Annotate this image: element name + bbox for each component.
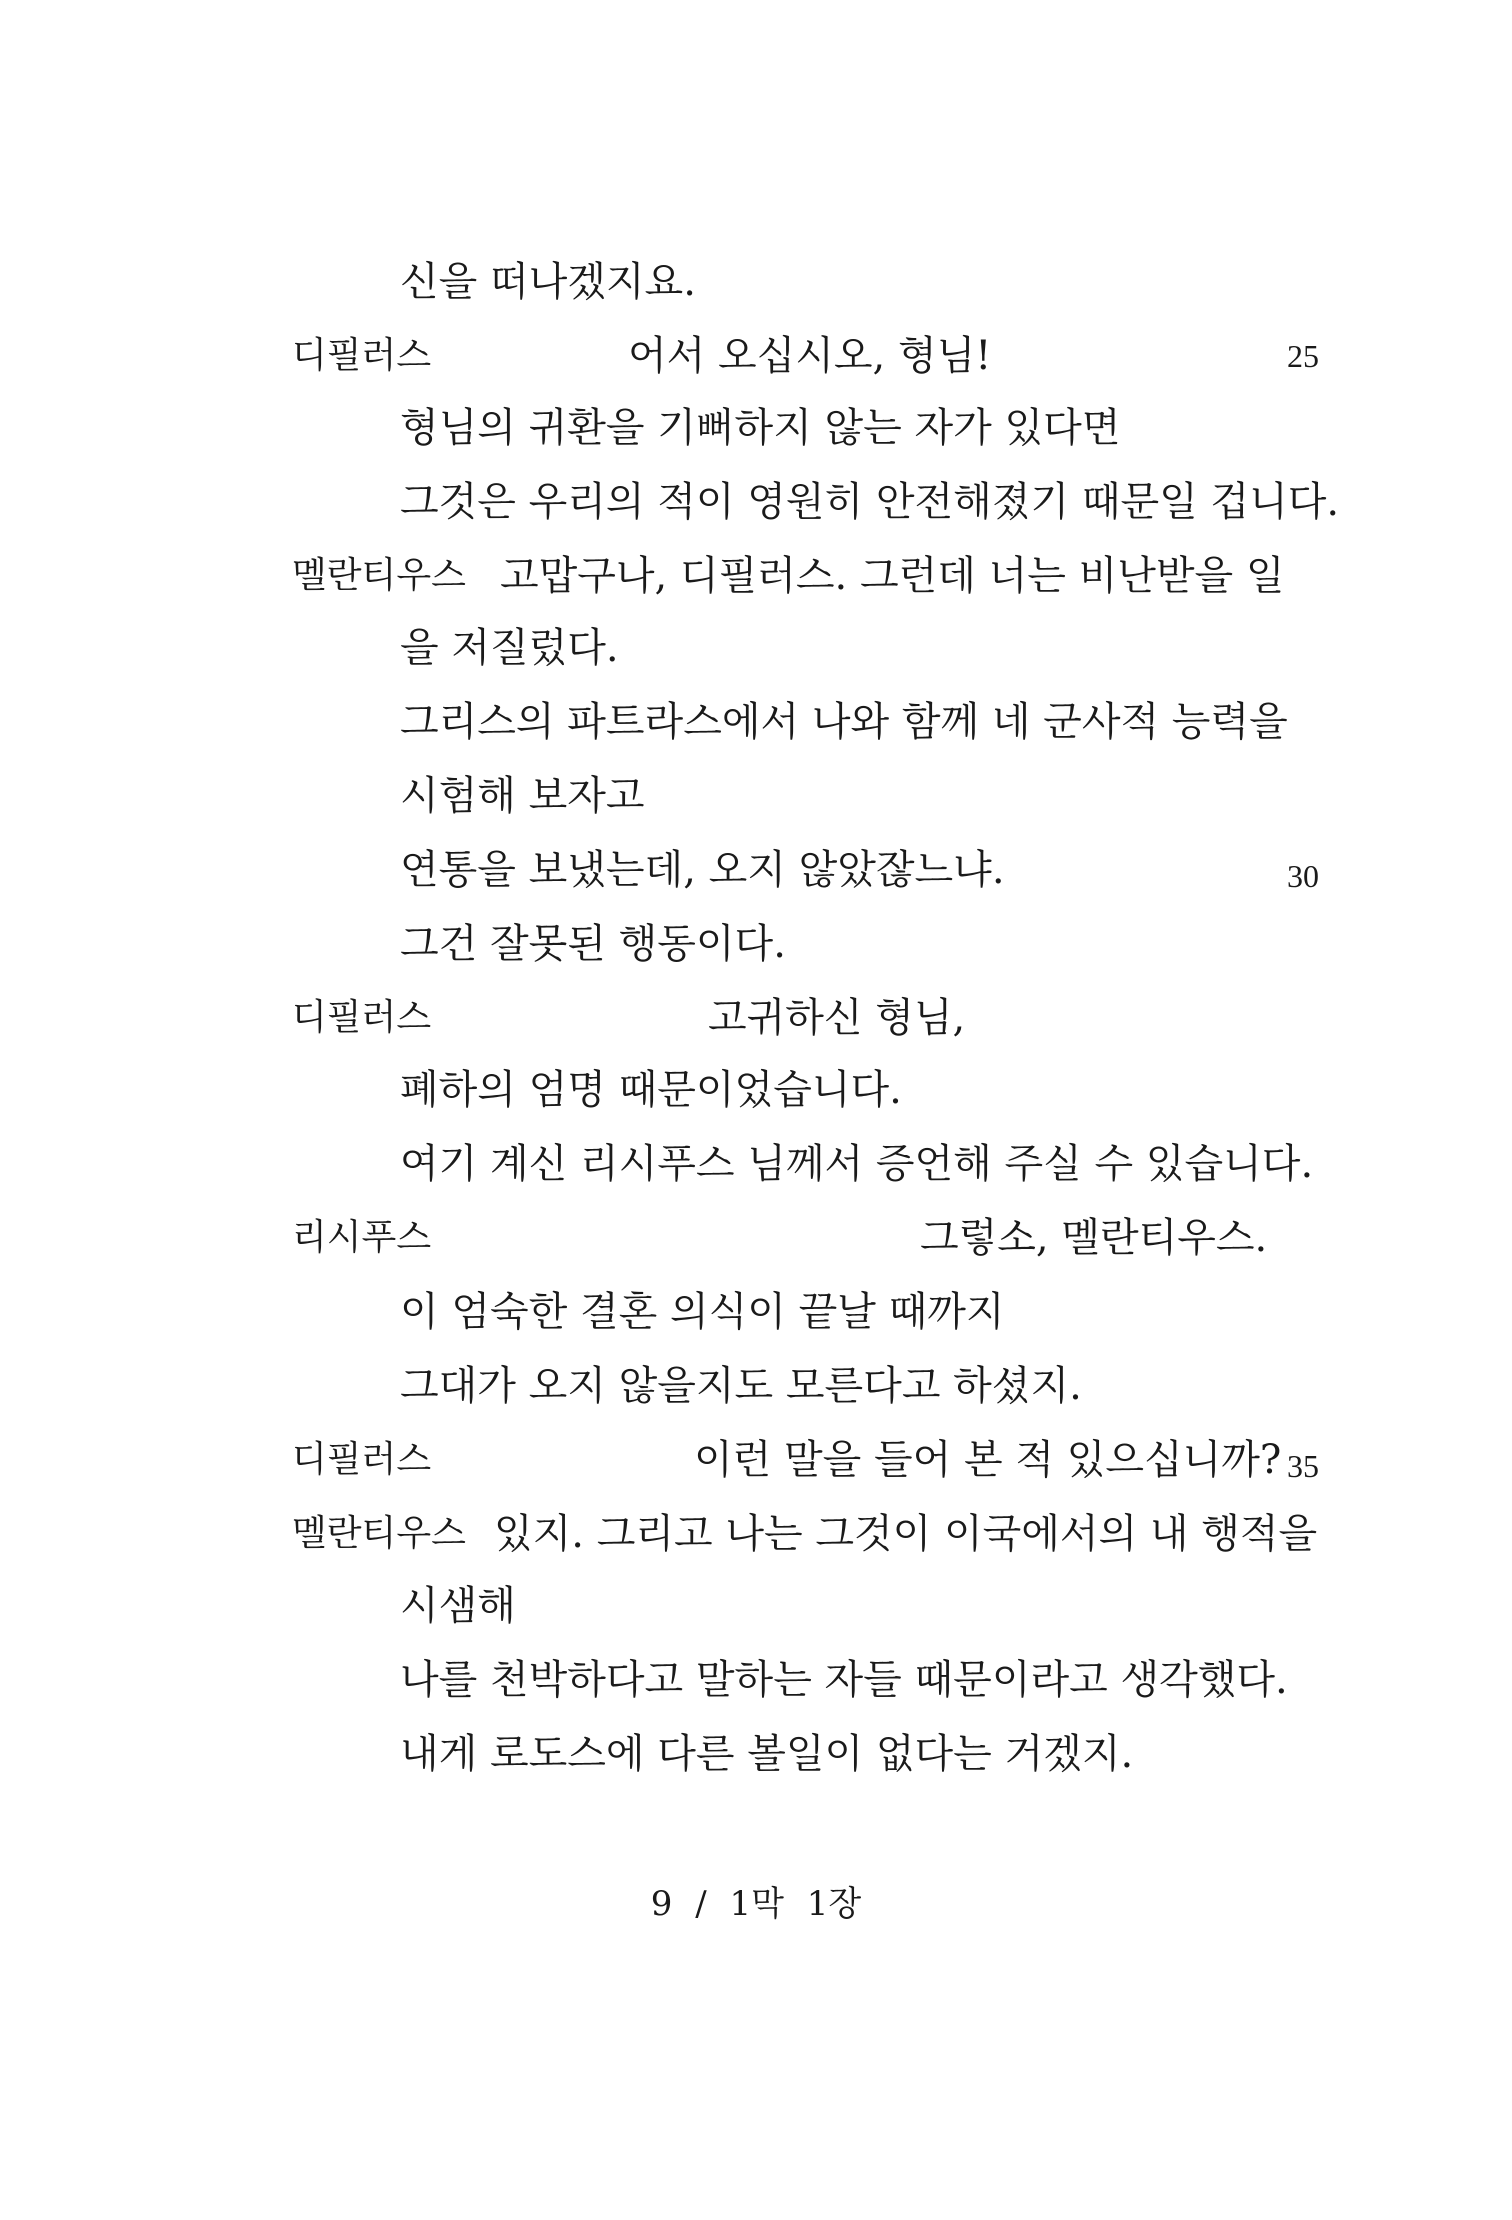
- verse-line: 그건 잘못된 행동이다.: [400, 921, 786, 967]
- footer-separator: /: [695, 1884, 707, 1924]
- verse-line: 고귀하신 형님,: [708, 995, 966, 1041]
- line-number: 25: [1287, 338, 1319, 374]
- speaker-name: 디필러스: [292, 335, 432, 376]
- page-number: 9: [650, 1884, 673, 1924]
- line-number: 35: [1287, 1448, 1319, 1484]
- speaker-name: 멜란티우스: [292, 555, 466, 596]
- verse-line: 시샘해: [400, 1583, 516, 1629]
- verse-line: 연통을 보냈는데, 오지 않았잖느냐.: [400, 847, 1005, 893]
- verse-line: 그렇소, 멜란티우스.: [920, 1215, 1268, 1261]
- verse-line: 나를 천박하다고 말하는 자들 때문이라고 생각했다.: [400, 1657, 1288, 1703]
- verse-line: 그리스의 파트라스에서 나와 함께 네 군사적 능력을: [400, 699, 1288, 745]
- speaker-name: 리시푸스: [292, 1217, 432, 1258]
- verse-line: 그대가 오지 않을지도 모른다고 하셨지.: [400, 1363, 1082, 1409]
- verse-line: 시험해 보자고: [400, 773, 645, 819]
- speaker-name: 디필러스: [292, 1439, 432, 1480]
- verse-line: 그것은 우리의 적이 영원히 안전해졌기 때문일 겁니다.: [400, 479, 1340, 525]
- line-number: 30: [1287, 858, 1319, 894]
- verse-line: 있지. 그리고 나는 그것이 이국에서의 내 행적을: [494, 1511, 1318, 1557]
- verse-line: 이런 말을 들어 본 적 있으십니까?: [694, 1437, 1282, 1483]
- speaker-name: 멜란티우스: [292, 1513, 466, 1554]
- verse-line: 여기 계신 리시푸스 님께서 증언해 주실 수 있습니다.: [400, 1141, 1314, 1187]
- page-footer: [0, 1880, 1512, 1928]
- verse-line: 어서 오십시오, 형님!: [628, 333, 992, 379]
- verse-line: 형님의 귀환을 기뻐하지 않는 자가 있다면: [400, 405, 1121, 451]
- speaker-name: 디필러스: [292, 997, 432, 1038]
- verse-line: 내게 로도스에 다른 볼일이 없다는 거겠지.: [400, 1731, 1134, 1777]
- verse-line: 이 엄숙한 결혼 의식이 끝날 때까지: [400, 1289, 1005, 1335]
- verse-line: 을 저질렀다.: [400, 625, 619, 671]
- verse-line: 신을 떠나겠지요.: [400, 259, 696, 305]
- verse-line: 폐하의 엄명 때문이었습니다.: [400, 1067, 902, 1113]
- act-label: 1막: [729, 1884, 784, 1924]
- verse-line: 고맙구나, 디필러스. 그런데 너는 비난받을 일: [500, 553, 1285, 599]
- scene-label: 1장: [806, 1884, 862, 1924]
